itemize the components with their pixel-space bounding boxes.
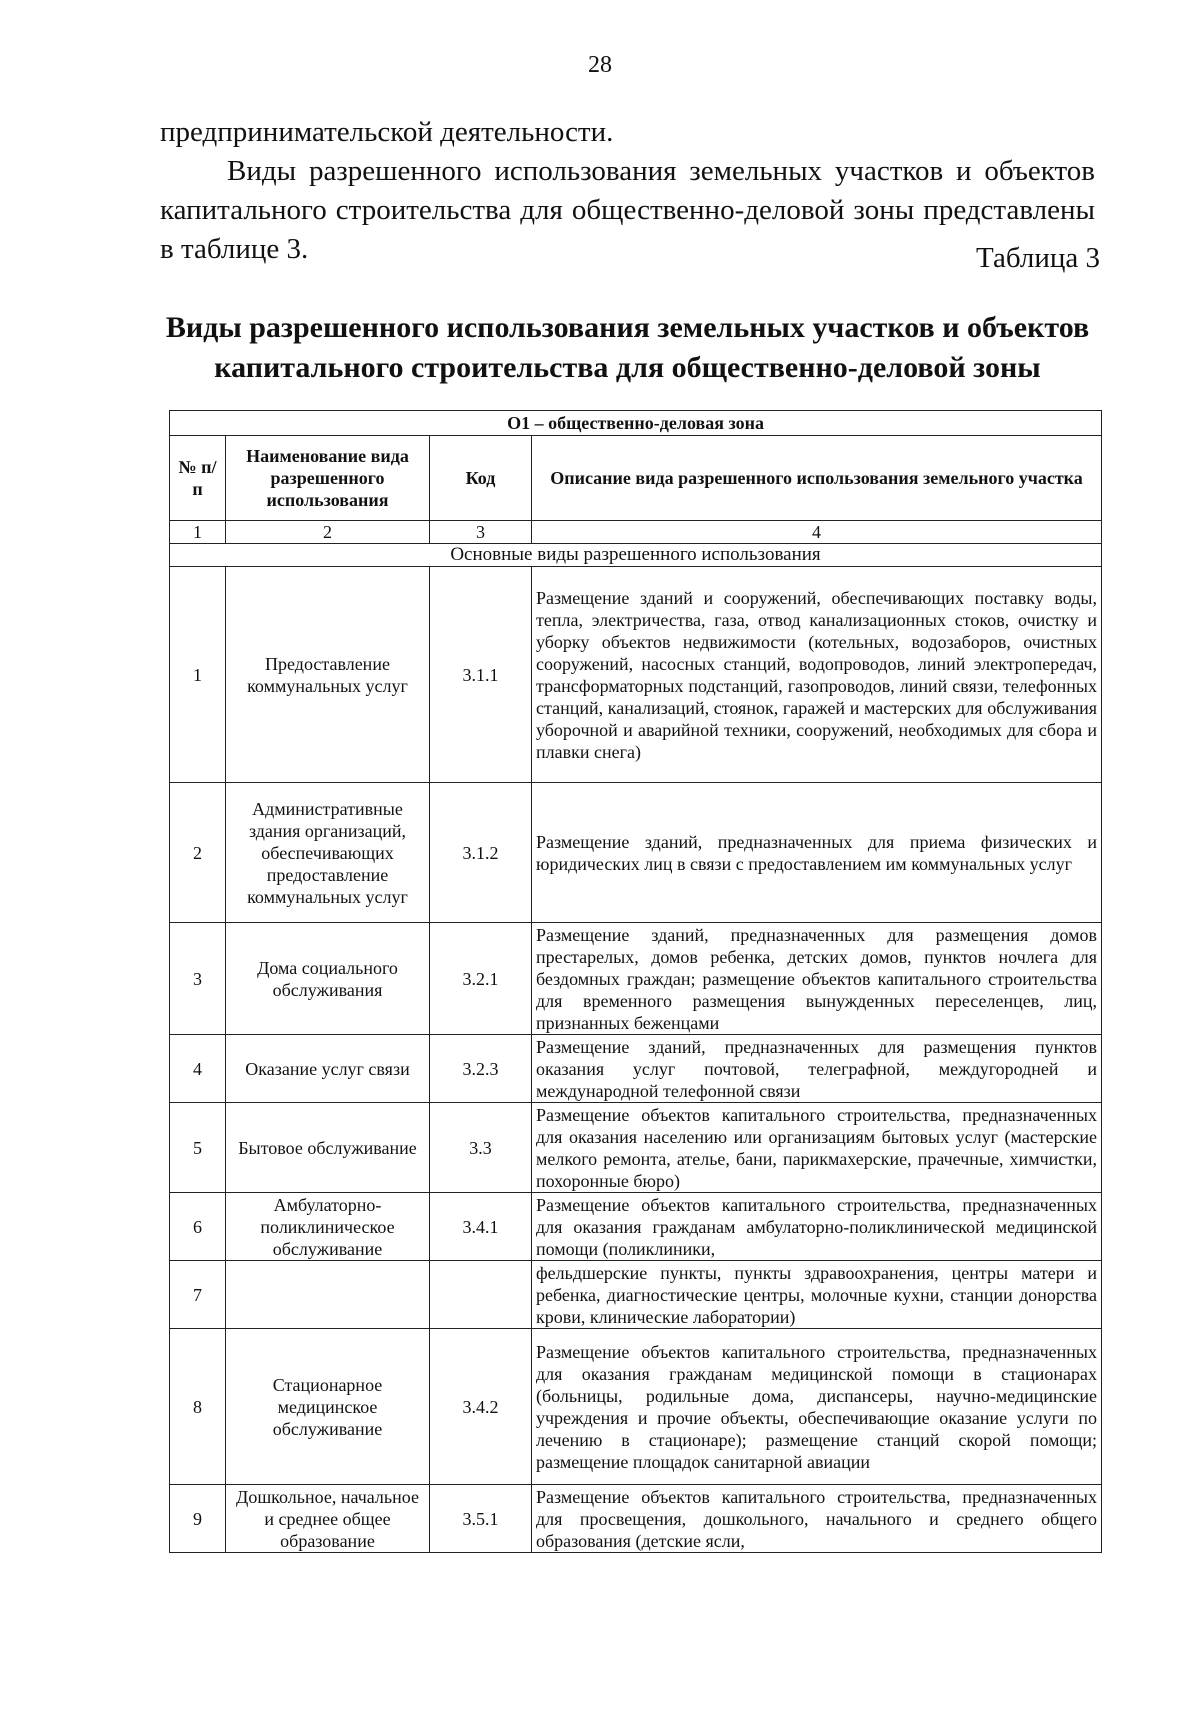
land-use-table <box>169 410 1102 1553</box>
row-name: Предоставление коммунальных услуг <box>226 567 430 783</box>
row-description: фельдшерские пункты, пункты здравоохранения, центры матери и ребенка, диагностические центры, молочные кухни, станции донорства крови, клинические лаборатории) <box>532 1261 1102 1329</box>
header-code: Код <box>430 436 532 521</box>
table-row <box>170 783 1102 923</box>
row-name: Стационарное медицинское обслуживание <box>226 1329 430 1485</box>
row-code <box>430 1261 532 1329</box>
row-code: 3.1.2 <box>430 783 532 923</box>
row-description: Размещение зданий, предназначенных для размещения пунктов оказания услуг почтовой, телеграфной, междугородней и международной телефонной связи <box>532 1035 1102 1103</box>
row-name: Оказание услуг связи <box>226 1035 430 1103</box>
row-description: Размещение объектов капитального строительства, предназначенных для просвещения, дошкольного, начального и среднего общего образования (детские ясли, <box>532 1485 1102 1553</box>
row-description: Размещение объектов капитального строительства, предназначенных для оказания гражданам амбулаторно-поликлинической медицинской помощи (поликлиники, <box>532 1193 1102 1261</box>
row-number: 5 <box>170 1103 226 1193</box>
row-number: 1 <box>170 567 226 783</box>
header-num: № п/п <box>170 436 226 521</box>
row-name: Бытовое обслуживание <box>226 1103 430 1193</box>
intro-line: предпринимательской деятельности. <box>160 116 614 148</box>
column-number: 1 <box>170 521 226 544</box>
row-number: 6 <box>170 1193 226 1261</box>
intro-text <box>160 113 1095 269</box>
row-number: 3 <box>170 923 226 1035</box>
row-number: 8 <box>170 1329 226 1485</box>
row-code: 3.4.1 <box>430 1193 532 1261</box>
row-description: Размещение объектов капитального строительства, предназначенных для оказания населению или организациям бытовых услуг (мастерские мелкого ремонта, ателье, бани, парикмахерские, прачечные, химчистки, похоронные бюро) <box>532 1103 1102 1193</box>
row-code: 3.2.1 <box>430 923 532 1035</box>
section-heading: Основные виды разрешенного использования <box>170 544 1102 567</box>
row-description: Размещение зданий и сооружений, обеспечивающих поставку воды, тепла, электричества, газа, отвод канализационных стоков, очистку и уборку объектов недвижимости (котельных, водозаборов, очистных сооружений, насосных станций, водопроводов, линий электропередач, трансформаторных подстанций, газопроводов, линий связи, телефонных станций, канализаций, стоянок, гаражей и мастерских для обслуживания уборочной и аварийной техники, сооружений, необходимых для сбора и плавки снега) <box>532 567 1102 783</box>
row-code: 3.4.2 <box>430 1329 532 1485</box>
zone-title: О1 – общественно-деловая зона <box>170 411 1102 436</box>
table-row <box>170 567 1102 783</box>
table-row <box>170 923 1102 1035</box>
table-row <box>170 1035 1102 1103</box>
title-line-2: капитального строительства для общественно-деловой зоны <box>214 351 1041 384</box>
row-description: Размещение зданий, предназначенных для размещения домов престарелых, домов ребенка, детских домов, пунктов ночлега для бездомных граждан; размещение объектов капитального строительства для временного размещения вынужденных переселенцев, лиц, признанных беженцами <box>532 923 1102 1035</box>
row-name <box>226 1261 430 1329</box>
row-number: 4 <box>170 1035 226 1103</box>
row-number: 9 <box>170 1485 226 1553</box>
table-row <box>170 1103 1102 1193</box>
row-name: Дома социального обслуживания <box>226 923 430 1035</box>
column-number: 4 <box>532 521 1102 544</box>
row-name: Административные здания организаций, обеспечивающих предоставление коммунальных услуг <box>226 783 430 923</box>
row-number: 2 <box>170 783 226 923</box>
header-name: Наименование вида разрешенного использования <box>226 436 430 521</box>
document-title <box>160 308 1095 388</box>
intro-paragraph: Виды разрешенного использования земельных участков и объектов капитального строительства для общественно-деловой зоны представлены в таблице 3. <box>160 155 1095 265</box>
row-code: 3.1.1 <box>430 567 532 783</box>
title-line-1: Виды разрешенного использования земельных участков и объектов <box>165 311 1090 344</box>
column-number: 3 <box>430 521 532 544</box>
table-row <box>170 1329 1102 1485</box>
row-description: Размещение объектов капитального строительства, предназначенных для оказания гражданам медицинской помощи в стационарах (больницы, родильные дома, диспансеры, научно-медицинские учреждения и прочие объекты, обеспечивающие оказание услуги по лечению в стационаре); размещение станций скорой помощи; размещение площадок санитарной авиации <box>532 1329 1102 1485</box>
header-description: Описание вида разрешенного использования земельного участка <box>532 436 1102 521</box>
table-caption: Таблица 3 <box>975 242 1100 274</box>
row-number: 7 <box>170 1261 226 1329</box>
row-name: Амбулаторно-поликлиническое обслуживание <box>226 1193 430 1261</box>
table-row <box>170 1485 1102 1553</box>
table-row <box>170 1193 1102 1261</box>
row-code: 3.5.1 <box>430 1485 532 1553</box>
row-name: Дошкольное, начальное и среднее общее образование <box>226 1485 430 1553</box>
row-code: 3.2.3 <box>430 1035 532 1103</box>
page-number: 28 <box>588 52 612 78</box>
table-row <box>170 1261 1102 1329</box>
column-number: 2 <box>226 521 430 544</box>
row-description: Размещение зданий, предназначенных для приема физических и юридических лиц в связи с предоставлением им коммунальных услуг <box>532 783 1102 923</box>
row-code: 3.3 <box>430 1103 532 1193</box>
